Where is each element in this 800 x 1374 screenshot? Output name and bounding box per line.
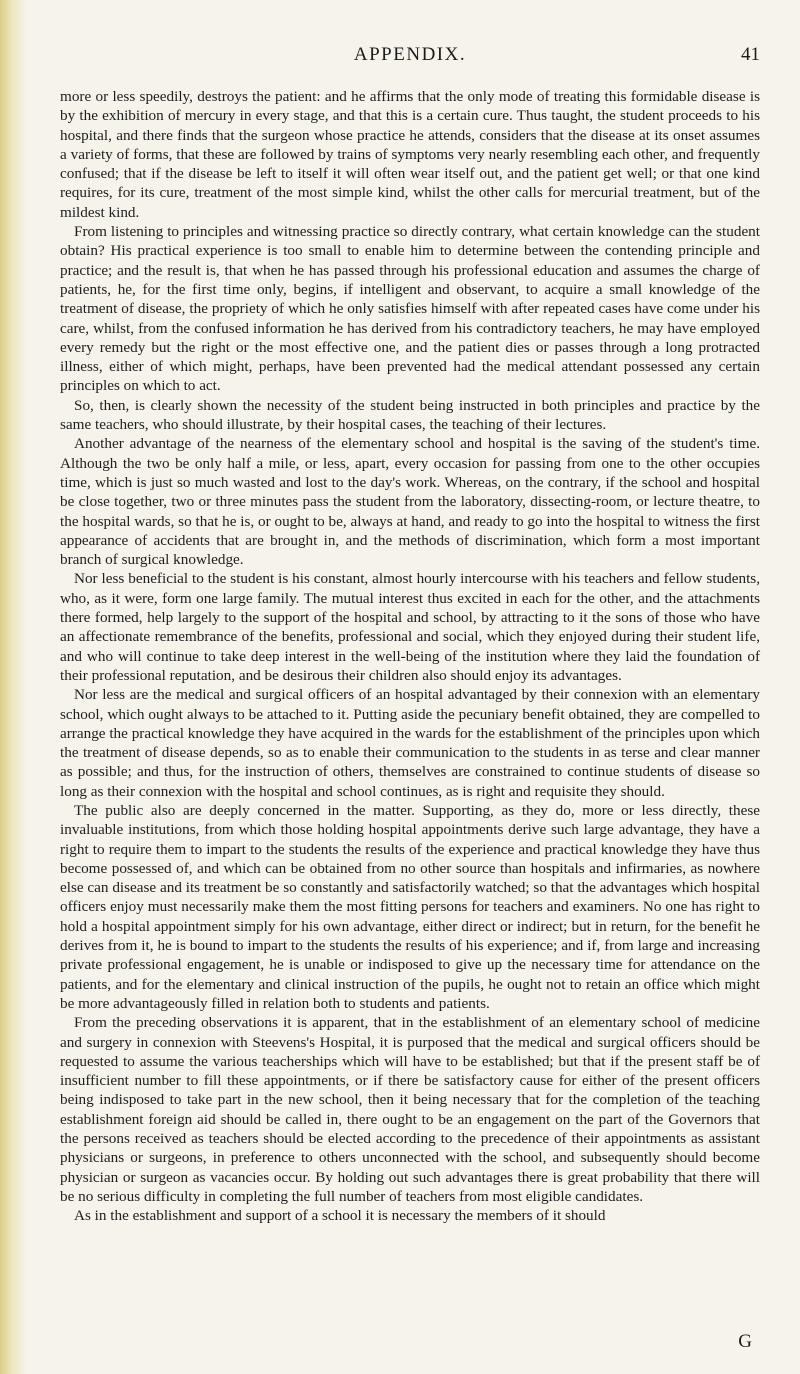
paragraph-2: From listening to principles and witnessing practice so directly contrary, what certain knowledge can the student obtain? His practical experience is too small to enable him to determine between the contending principle and practice; and the result is, that when he has passed through his professional education and assumes the charge of patients, he, for the first time only, begins, if intelligent and observant, to acquire a small knowledge of the treatment of disease, the propriety of which he only satisfies himself with after repeated cases have come under his care, whilst, from the confused information he has derived from his contradictory teachers, he may have employed every remedy but the right or the most effective one, and the patient dies or passes through a long protracted illness, either of which might, perhaps, have been prevented had the medical attendant possessed any certain principles on which to act. — [60, 223, 760, 395]
paragraph-7: The public also are deeply concerned in the matter. Supporting, as they do, more or less directly, these invaluable institutions, from which those holding hospital appointments derive such large advantage, they have a right to require them to impart to the students the results of the experience and practical knowledge they have thus become possessed of, and which can be obtained from no other source than hospitals and infirmaries, as nowhere else can disease and its treatment be so constantly and satisfactorily watched; so that the advantages which hospital officers enjoy must necessarily make them the most fitting persons for teachers and examiners. No one has right to hold a hospital appointment simply for his own advantage, either direct or indirect; but in return, for the benefit he derives from it, he is bound to impart to the students the results of his experience; and if, from large and increasing private professional engagement, he is unable or indisposed to give up the necessary time for attendance on the patients, and for the elementary and clinical instruction of the pupils, he ought not to retain an office which might be more advantageously filled in relation both to students and patients. — [60, 801, 760, 1012]
paragraph-1: more or less speedily, destroys the patient: and he affirms that the only mode of treating this formidable disease is by the exhibition of mercury in every stage, and that this is a certain cure. Thus taught, the student proceeds to his hospital, and there finds that the surgeon whose practice he attends, considers that the disease at its onset assumes a variety of forms, that these are followed by trains of symptoms very nearly resembling each other, and frequently confused; that if the disease be left to itself it will often wear itself out, and the patient get well; or that one kind requires, for its cure, treatment of the most simple kind, whilst the other calls for mercurial treatment, but of the mildest kind. — [60, 88, 760, 221]
paragraph-8: From the preceding observations it is apparent, that in the establishment of an elementary school of medicine and surgery in connexion with Steevens's Hospital, it is purposed that the medical and surgical officers should be requested to assume the various teacherships which will have to be established; but that if the present staff be of insufficient number to fill these appointments, or if there be satisfactory cause for either of the present officers being indisposed to take part in the new school, then it being necessary that for the completion of the teaching establishment foreign aid should be called in, there ought to be an engagement on the part of the Governors that the persons received as teachers should be elected according to the precedence of their appointments as assistant physicians or surgeons, in preference to others unconnected with the school, and subsequently should become physician or surgeon as vacancies occur. By holding out such advantages there is great probability that there will be no serious difficulty in completing the full number of teachers from most eligible candidates. — [60, 1014, 760, 1205]
paragraph-6: Nor less are the medical and surgical officers of an hospital advantaged by their connexion with an elementary school, which ought always to be attached to it. Putting aside the pecuniary benefit obtained, they are compelled to arrange the practical knowledge they have acquired in the wards for the establishment of the principles upon which the treatment of disease depends, so as to enable their communication to the students in as terse and clear manner as possible; and thus, for the instruction of others, themselves are constrained to continue students of disease so long as their connexion with the hospital and school continues, as is right and requisite they should. — [60, 686, 760, 800]
paragraph-5: Nor less beneficial to the student is his constant, almost hourly intercourse with his teachers and fellow students, who, as it were, form one large family. The mutual interest thus excited in each for the other, and the attachments there formed, help largely to the support of the hospital and school, by attracting to it the sons of those who have an affectionate remembrance of the benefits, professional and social, which they enjoyed during their student life, and who will continue to take deep interest in the well-being of the institution where they laid the foundation of their professional reputation, and be desirous their children also should enjoy its advantages. — [60, 570, 760, 684]
page-header — [60, 44, 760, 74]
paragraph-9: As in the establishment and support of a school it is necessary the members of it should — [74, 1207, 606, 1225]
page-number: 41 — [741, 44, 760, 65]
signature-mark: G — [738, 1331, 752, 1352]
body-text — [60, 87, 760, 1226]
running-head: APPENDIX. — [353, 44, 467, 65]
paragraph-4: Another advantage of the nearness of the elementary school and hospital is the saving of the student's time. Although the two be only half a mile, or less, apart, every occasion for passing from one to the other occupies time, which is just so much wasted and lost to the day's work. Whereas, on the contrary, if the school and hospital be close together, two or three minutes pass the student from the laboratory, dissecting-room, or lecture theatre, to the hospital wards, so that he is, or ought to be, always at hand, and ready to go into the hospital to witness the first appearance of accidents that are brought in, and the methods of discrimination, which form a most important branch of surgical knowledge. — [60, 435, 760, 569]
paragraph-3: So, then, is clearly shown the necessity of the student being instructed in both principles and practice by the same teachers, who should illustrate, by their hospital cases, the teaching of their lectures. — [60, 396, 760, 434]
binding-edge — [0, 0, 26, 1374]
